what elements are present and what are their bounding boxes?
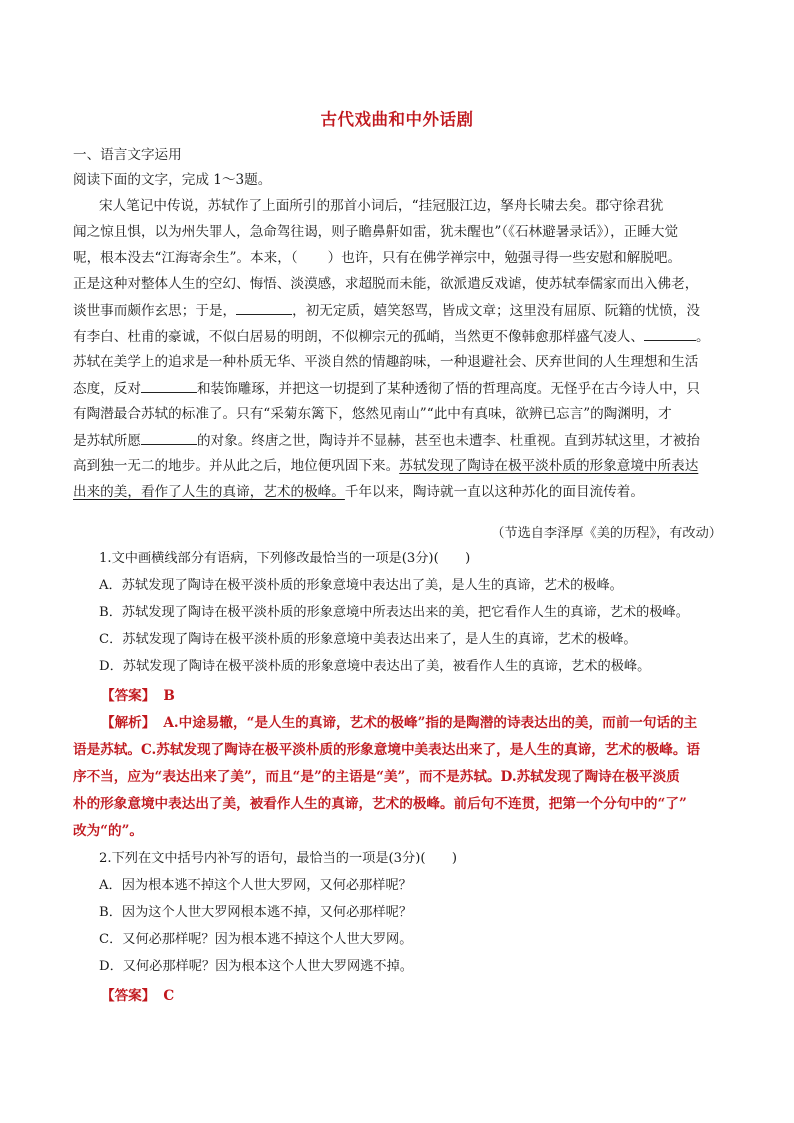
fill-in-blank <box>141 379 197 393</box>
analysis-line: 序不当，应为“表达出来了美”，而且“是”的主语是“美”，而不是苏轼。D.苏轼发现了陶诗在极平淡质 <box>73 769 680 785</box>
passage-source: （节选自李泽厚《美的历程》，有改动） <box>491 526 722 541</box>
question-2-stem: 2.下列在文中括号内补写的语句，最恰当的一项是(3分)( ) <box>99 851 458 866</box>
passage-line: 出来的美，看作了人生的真谛，艺术的极峰。千年以来，陶诗就一直以这种苏化的面目流传着。 <box>73 484 644 500</box>
passage-line: 呢，根本没去“江海寄余生”。本来，（ ）也许，只有在佛学禅宗中，勉强寻得一些安慰和解脱吧。 <box>73 250 682 266</box>
fill-in-blank <box>644 327 696 341</box>
section-heading: 一、语言文字运用 <box>73 147 182 163</box>
passage-line: 是苏轼所愿 的对象。终唐之世，陶诗并不显赫，甚至也未遭李、杜重视。直到苏轼这里，才被抬 <box>73 433 700 449</box>
passage-line: 宋人笔记中传说，苏轼作了上面所引的那首小词后，“挂冠服江边，拏舟长啸去矣。郡守徐君犹 <box>99 198 664 214</box>
passage-line: 谈世事而颇作玄思；于是， ，初无定质，嬉笑怒骂，皆成文章；这里没有屈原、阮籍的忧愤，没 <box>73 303 700 319</box>
passage-line: 有陶潜最合苏轼的标准了。只有“采菊东篱下，悠然见南山”“此中有真味，欲辨已忘言”的陶渊明，才 <box>73 406 672 422</box>
question-1-answer: 【答案】 B <box>101 688 175 704</box>
analysis-line: 语是苏轼。C.苏轼发现了陶诗在极平淡朴质的形象意境中美表达出来了，是人生的真谛，艺术的极峰。语 <box>73 742 701 758</box>
question-1-stem: 1.文中画横线部分有语病，下列修改最恰当的一项是(3分)( ) <box>99 551 471 566</box>
question-1-analysis: 【解析】 A.中途易辙，“是人生的真谛，艺术的极峰”指的是陶潜的诗表达出的美，而前一句话的主 <box>101 715 698 731</box>
analysis-line: 朴的形象意境中表达出了美，被看作人生的真谛，艺术的极峰。前后句不连贯，把第一个分句中的“了” <box>73 796 687 812</box>
reading-instruction: 阅读下面的文字，完成 1～3题。 <box>73 172 272 188</box>
question-1-option-d: D．苏轼发现了陶诗在极平淡朴质的形象意境中表达出了美，被看作人生的真谛，艺术的极峰。 <box>99 659 651 674</box>
fill-in-blank <box>236 301 292 315</box>
question-2-option-c: C．又何必那样呢？因为根本逃不掉这个人世大罗网。 <box>99 932 413 947</box>
question-1-option-c: C．苏轼发现了陶诗在极平淡朴质的形象意境中美表达出来了，是人生的真谛，艺术的极峰。 <box>99 632 637 647</box>
question-2-option-b: B．因为这个人世大罗网根本逃不掉，又何必那样呢？ <box>99 905 413 920</box>
underlined-sentence: 出来的美，看作了人生的真谛，艺术的极峰。 <box>73 484 345 500</box>
document-title: 古代戏曲和中外话剧 <box>320 110 474 129</box>
passage-line: 态度，反对 和装饰雕琢，并把这一切提到了某种透彻了悟的哲理高度。无怪乎在古今诗人中，只 <box>73 381 700 397</box>
analysis-line: 改为“的”。 <box>73 823 144 839</box>
passage-line: 高到独一无二的地步。并从此之后，地位便巩固下来。苏轼发现了陶诗在极平淡朴质的形象意境中所表达 <box>73 458 699 474</box>
underlined-sentence: 苏轼发现了陶诗在极平淡朴质的形象意境中所表达 <box>399 458 699 474</box>
fill-in-blank <box>141 431 197 445</box>
passage-line: 苏轼在美学上的追求是一种朴质无华、平淡自然的情趣韵味，一种退避社会、厌弃世间的人生理想和生活 <box>73 354 699 370</box>
passage-line: 闻之惊且惧，以为州失罪人，急命驾往谒，则子瞻鼻鼾如雷，犹未醒也”（《石林避暑录话》），正睡大觉 <box>73 224 679 240</box>
question-2-option-a: A．因为根本逃不掉这个人世大罗网，又何必那样呢？ <box>99 878 412 893</box>
question-1-option-a: A．苏轼发现了陶诗在极平淡朴质的形象意境中表达出了美，是人生的真谛，艺术的极峰。 <box>99 578 623 593</box>
passage-line: 正是这种对整体人生的空幻、悔悟、淡漠感，求超脱而未能，欲派遣反戏谑，使苏轼奉儒家而出入佛老， <box>73 276 699 292</box>
question-2-answer: 【答案】 C <box>101 988 175 1004</box>
question-2-option-d: D．又何必那样呢？因为根本这个人世大罗网逃不掉。 <box>99 959 413 974</box>
question-1-option-b: B．苏轼发现了陶诗在极平淡朴质的形象意境中所表达出来的美，把它看作人生的真谛，艺术的极峰。 <box>99 605 689 620</box>
passage-line: 有李白、杜甫的豪诚，不似白居易的明朗，不似柳宗元的孤峭，当然更不像韩愈那样盛气凌人、 。 <box>73 329 710 345</box>
